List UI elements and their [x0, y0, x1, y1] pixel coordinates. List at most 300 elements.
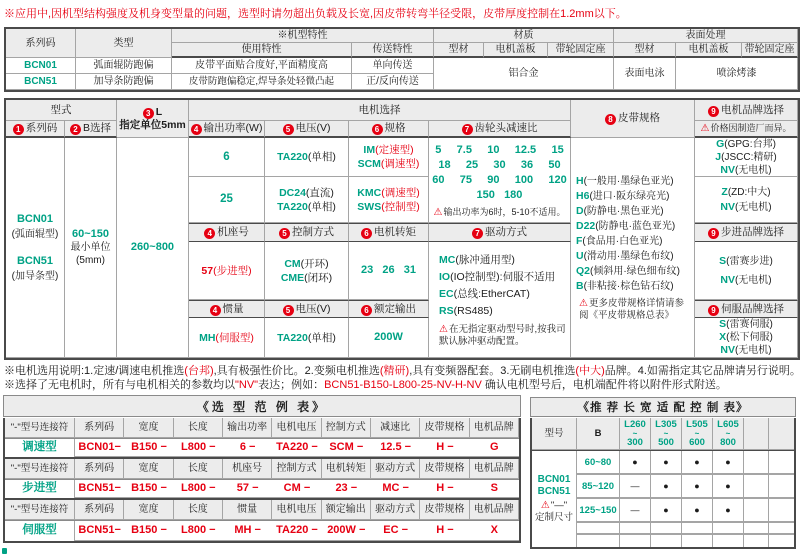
header-motor-select: 电机选择: [189, 100, 571, 121]
example-value-cell: X: [470, 521, 519, 542]
num-5-icon: 5: [283, 124, 294, 135]
example-header-cell: 皮带规格: [420, 500, 469, 520]
recommend-mark-cell: ●: [713, 451, 744, 474]
b-note-2: (5mm): [76, 255, 105, 266]
example-table: [3, 418, 521, 543]
belt-code: D22: [576, 219, 596, 232]
drive-code: IO: [439, 270, 451, 283]
belt-warning: [576, 298, 694, 322]
subheader-control-mode: [265, 223, 349, 242]
gear-ratio-cell: [429, 138, 571, 223]
gear-warning: [431, 207, 569, 218]
example-value-cell: L800 −: [174, 480, 223, 499]
voltage-code: TA220: [277, 151, 308, 163]
spec-header-seat: 带轮固定座: [548, 43, 614, 58]
example-table-title: 《选 型 范 例 表》: [3, 395, 521, 417]
belt-desc: (进口·阪东绿亮光): [589, 190, 670, 202]
brand-warning-text: 价格因制造厂而异。: [710, 123, 792, 133]
length-tilde: ~: [694, 429, 700, 438]
subheader-drive-mode: [429, 223, 571, 242]
spec-use-bcn01: 皮带平面贴合度好,平面精度高: [172, 58, 352, 74]
spec-a-cell: [349, 138, 429, 177]
spec-header-series: 系列码: [6, 29, 76, 58]
brand-code: NV: [720, 200, 735, 213]
belt-option: [576, 219, 680, 234]
brand-group-stepper: [695, 242, 798, 300]
recommend-empty-cell: [682, 535, 713, 547]
example-value-cell: H −: [420, 439, 469, 458]
subheader-inertia: [189, 300, 265, 318]
belt-desc: (非粘接·棕色钻石纹): [583, 280, 674, 292]
belt-code: Q2: [576, 264, 591, 277]
spec-header-seat2: 带轮固定座: [742, 43, 798, 58]
drive-mode-cell: [429, 242, 571, 358]
drive-desc: (脉冲通用型): [455, 253, 515, 266]
recommend-empty-header: [744, 418, 769, 450]
frame-57-desc: (步进型): [213, 264, 252, 277]
brand-desc: (雷赛伺服): [726, 319, 773, 330]
example-header-row: [75, 500, 519, 520]
recommend-empty-cell: [682, 523, 713, 534]
belt-option: [576, 204, 680, 219]
spec-code: IM: [363, 144, 376, 156]
belt-code: H6: [576, 189, 590, 202]
note-segment: ,具有极强性价比。2.变频电机推选: [213, 365, 380, 377]
example-value-cell: CM −: [272, 480, 321, 499]
num-3-icon: 3: [143, 108, 154, 119]
example-header-cell: 输出功率: [223, 418, 272, 438]
drive-desc: (RS485): [453, 304, 493, 317]
voltage-desc: (单相): [307, 200, 336, 213]
example-header-cell: 电机品牌: [470, 418, 519, 438]
length-tilde: ~: [663, 429, 669, 438]
example-value-cell: BCN51−: [75, 521, 124, 542]
drive-warning: [439, 324, 570, 348]
drive-code: EC: [439, 287, 454, 300]
brand-desc: (雷赛步进): [726, 255, 773, 267]
num-8-icon: 8: [605, 114, 616, 125]
subheader-control-label: 控制方式: [292, 226, 334, 238]
example-type-servo: 伺服型: [5, 521, 75, 542]
recommend-length-header: [713, 418, 744, 450]
warning-triangle-icon: ⚠: [700, 123, 710, 134]
drive-option: [439, 286, 555, 303]
voltage-desc: (单相): [307, 331, 336, 344]
recommend-empty-cell: [651, 535, 682, 547]
brand-code: G: [716, 138, 725, 150]
belt-spec-cell: [571, 138, 695, 358]
recommend-mark-cell: ●: [713, 475, 744, 498]
note-segment: (台邦): [184, 365, 214, 377]
example-value-cell: 200W −: [322, 521, 371, 542]
spec-option: [357, 200, 419, 214]
voltage-code: TA220: [277, 331, 308, 344]
brand-option: [720, 200, 771, 215]
brand-option: [720, 164, 771, 177]
drive-items: [439, 252, 555, 320]
header-gear-label: 齿轮头减速比: [474, 122, 538, 134]
gear-line: 60 75 90 100 120: [432, 173, 567, 186]
example-header-cell: 电机电压: [272, 500, 321, 520]
voltage-option: [277, 200, 336, 214]
voltage-code: DC24: [279, 186, 306, 199]
subheader-frame-size: [189, 223, 265, 242]
series-cell: [6, 138, 65, 358]
length-top: L505: [686, 419, 708, 430]
note-segment: ※选择了无电机时，所有与电机相关的参数均以: [4, 379, 235, 391]
belt-items: [576, 174, 680, 294]
num-5-icon: 5: [279, 228, 290, 239]
selection-table: [4, 98, 800, 360]
example-header-cell: 机座号: [223, 459, 272, 479]
example-value-cell: B150 −: [124, 521, 173, 542]
subheader-frame-label: 机座号: [217, 226, 249, 238]
recommend-empty-cell: [769, 451, 794, 474]
num-6-icon: 6: [372, 124, 383, 135]
inertia-code: MH: [199, 331, 216, 344]
connector-label: "-"型号连接符: [5, 418, 75, 438]
brand-option: [720, 344, 771, 357]
spec-header-surface: 表面处理: [614, 29, 798, 43]
recommend-model-cell: [532, 451, 577, 547]
example-value-row: [75, 521, 519, 542]
note-segment: (中大): [575, 365, 605, 377]
b-note-1: 最小单位: [70, 242, 111, 253]
belt-warning-text: 更多皮带规格详情请参阅《平皮带规格总表》: [579, 297, 684, 321]
recommend-mark-cell: ●: [651, 475, 682, 498]
recommend-marks: [620, 475, 744, 498]
belt-desc: (防静电·蓝色亚光): [595, 220, 676, 232]
model-note-mark: "—": [550, 500, 568, 511]
brand-option: [719, 252, 773, 271]
num-6-icon: 6: [361, 305, 372, 316]
belt-code: U: [576, 249, 584, 262]
example-value-cell: MC −: [371, 480, 420, 499]
example-value-cell: 6 −: [223, 439, 272, 458]
recommend-table-title: 《推 荐 长 宽 适 配 控 制 表》: [530, 397, 796, 417]
voltage-option: [279, 186, 334, 200]
belt-desc: (食品用·白色亚光): [582, 235, 663, 247]
example-value-row: [75, 439, 519, 458]
belt-code: B: [576, 279, 584, 292]
belt-option: [576, 189, 680, 204]
inertia-mh-cell: [189, 318, 265, 358]
spec-code: SCM: [357, 158, 381, 170]
recommend-length-header: [651, 418, 682, 450]
model-bcn01: BCN01: [537, 474, 571, 485]
spec-header-type: 类型: [76, 29, 172, 58]
header-spec-label: 规格: [384, 122, 406, 134]
spec-desc: (定速型): [375, 144, 414, 156]
series-desc-2: (加导条型): [11, 270, 59, 282]
frame-57-cell: [189, 242, 265, 300]
control-desc: (开环): [300, 257, 329, 270]
example-header-cell: 惯量: [223, 500, 272, 520]
subheader-voltage2: [265, 300, 349, 318]
b-select-cell: [65, 138, 117, 358]
recommend-length-headers: [620, 418, 744, 450]
subheader-torque-label: 电机转矩: [374, 226, 416, 238]
example-header-cell: 宽度: [124, 418, 173, 438]
drive-desc: (IO控制型):伺服不适用: [450, 270, 556, 283]
subheader-torque: [349, 223, 429, 242]
brand-code: NV: [720, 163, 735, 176]
header-voltage: [265, 121, 349, 138]
header-length: [117, 100, 189, 138]
header-power: [189, 121, 265, 138]
l-range: 260~800: [130, 241, 175, 253]
example-value-cell: BCN01−: [75, 439, 124, 458]
note-segment: BCN51-B150-L800-25-NV-H-NV: [324, 379, 482, 391]
example-value-cell: TA220 −: [272, 439, 321, 458]
inertia-desc: (伺服型): [215, 331, 254, 344]
cutoff-section-marker: [2, 548, 7, 554]
example-value-cell: S: [470, 480, 519, 499]
example-value-cell: SCM −: [322, 439, 371, 458]
subheader-servo-label: 伺服品牌选择: [721, 302, 784, 315]
header-power-label: 输出功率(W): [203, 122, 263, 134]
brand-group-dc: [695, 177, 798, 223]
spec-transfer-bcn01: 单向传送: [352, 58, 434, 74]
power-25-cell: 25: [189, 177, 265, 223]
brand-desc: (GPG:台邦): [724, 138, 776, 150]
recommend-mark-cell: ●: [682, 499, 713, 522]
brand-code: J: [715, 150, 722, 163]
brand-desc: (无电机): [734, 164, 772, 176]
header-model-type: 型式: [6, 100, 117, 121]
recommend-empty-cell: [769, 499, 794, 522]
top-warning-text: ※应用中,因机型结构强度及机身变型量的问题，选型时请勿超出负载及长宽,因皮带转弯半径受限，皮带厚度控制在1.2mm以下。: [4, 8, 627, 20]
drive-option: [439, 269, 555, 286]
series-code-1: BCN01: [16, 212, 54, 225]
spec-header-profile2: 型材: [614, 43, 676, 58]
brand-option: [720, 271, 771, 290]
belt-option: [576, 174, 680, 189]
example-value-cell: 57 −: [223, 480, 272, 499]
l-range-cell: [117, 138, 189, 358]
voltage-code: TA220: [277, 200, 308, 213]
spec-header-feature: ※机型特性: [172, 29, 434, 43]
brand-group-ac: [695, 138, 798, 177]
length-tilde: ~: [725, 429, 731, 438]
example-value-cell: EC −: [371, 521, 420, 542]
model-bcn51: BCN51: [537, 486, 571, 497]
num-2-icon: 2: [70, 124, 81, 135]
brand-code: S: [719, 254, 727, 267]
belt-desc: (一般用·墨绿色亚光): [583, 175, 674, 187]
spec-desc: (控制型): [381, 200, 420, 213]
drive-warning-text: 在无指定驱动型号时,按我司默认脉冲驱动配置。: [439, 323, 566, 347]
recommend-length-header: [620, 418, 651, 450]
num-7-icon: 7: [472, 228, 483, 239]
recommend-header-b: B: [577, 418, 620, 450]
example-header-cell: 长度: [174, 418, 223, 438]
drive-code: RS: [439, 304, 454, 317]
recommend-length-header: [682, 418, 713, 450]
header-series-label: 系列码: [25, 122, 58, 134]
example-header-cell: 控制方式: [272, 459, 321, 479]
brand-code: NV: [720, 344, 735, 356]
recommend-empty-cell: [769, 535, 794, 547]
example-header-cell: 长度: [174, 459, 223, 479]
note-segment: 表达；例如：: [258, 379, 325, 391]
control-option: [284, 257, 328, 271]
model-note-text: 定制尺寸: [534, 512, 573, 523]
example-header-cell: 电机转矩: [322, 459, 371, 479]
subheader-stepper-label: 步进品牌选择: [721, 226, 784, 238]
torque-values: 23 26 31: [360, 264, 417, 276]
recommend-empty-cell: [577, 523, 620, 534]
control-code: CME: [280, 271, 305, 284]
belt-code: H: [576, 174, 584, 187]
spec-table: [4, 27, 800, 92]
subheader-stepper-brand: [695, 223, 798, 242]
brand-option: [715, 151, 776, 164]
example-value-cell: B150 −: [124, 439, 173, 458]
example-header-cell: 额定输出: [322, 500, 371, 520]
voltage-a-cell: [265, 138, 349, 177]
belt-code: D: [576, 204, 584, 217]
warning-triangle-icon: ⚠: [433, 206, 443, 218]
brand-group-servo: [695, 318, 798, 358]
gear-warning-text: 输出功率为6时，5-10不适用。: [443, 206, 566, 217]
length-bottom: 500: [658, 437, 674, 448]
drive-desc: (总线:EtherCAT): [453, 287, 530, 300]
spec-header-cover: 电机盖板: [484, 43, 548, 58]
recommend-b-range: 125~150: [577, 499, 620, 522]
spec-desc: (调速型): [380, 158, 420, 170]
connector-label: "-"型号连接符: [5, 500, 75, 520]
recommend-empty-cell: [744, 499, 769, 522]
belt-desc: (滑动用·墨绿色布纹): [583, 250, 674, 262]
recommend-mark-cell: ●: [620, 451, 651, 474]
example-value-cell: G: [470, 439, 519, 458]
header-length-label: L: [155, 105, 163, 118]
spec-type-bcn51: 加导条防跑偏: [76, 74, 172, 90]
length-top: L605: [717, 419, 739, 430]
spec-header-cover2: 电机盖板: [676, 43, 742, 58]
spec-code: SWS: [357, 200, 382, 213]
recommend-b-range: 85~120: [577, 475, 620, 498]
voltage-b-cell: [265, 177, 349, 223]
recommend-empty-cell: [769, 475, 794, 498]
brand-desc: (JSCC:精研): [721, 151, 777, 163]
belt-option: [576, 279, 680, 294]
recommend-marks: [620, 451, 744, 474]
subheader-inertia-label: 惯量: [222, 302, 244, 315]
example-type-stepper: 步进型: [5, 480, 75, 499]
power-6-cell: 6: [189, 138, 265, 177]
subheader-drive-label: 驱动方式: [485, 226, 527, 238]
spec-desc: (调速型): [381, 186, 420, 199]
gear-line: 5 7.5 10 12.5 15: [435, 143, 564, 156]
series-code-2: BCN51: [16, 254, 54, 267]
example-value-cell: 23 −: [322, 480, 371, 499]
voltage-desc: (单相): [307, 151, 336, 163]
example-header-cell: 宽度: [124, 459, 173, 479]
header-voltage-label: 电压(V): [295, 122, 331, 134]
control-code: CM: [284, 257, 301, 270]
example-header-cell: 皮带规格: [420, 418, 469, 438]
header-series: [6, 121, 65, 138]
spec-use-bcn51: 皮带防跑偏稳定,焊导条处轻微凸起: [172, 74, 352, 90]
spec-series-bcn51: BCN51: [6, 74, 76, 90]
example-header-cell: 皮带规格: [420, 459, 469, 479]
num-1-icon: 1: [13, 124, 24, 135]
spec-option: [357, 186, 419, 200]
belt-desc: (倾斜用·绿色细布纹): [590, 265, 681, 277]
recommend-empty-cell: [744, 523, 769, 534]
recommend-marks: [620, 499, 744, 522]
spec-series-bcn01: BCN01: [6, 58, 76, 74]
drive-option: [439, 303, 555, 320]
belt-option: [576, 249, 680, 264]
voltage-d-cell: [265, 318, 349, 358]
recommend-mark-cell: ●: [682, 475, 713, 498]
length-bottom: 600: [689, 437, 705, 448]
header-spec: [349, 121, 429, 138]
control-mode-cell: [265, 242, 349, 300]
torque-cell: [349, 242, 429, 300]
recommend-empty-header: [769, 418, 794, 450]
num-5-icon: 5: [283, 305, 294, 316]
spec-header-transfer: 传送特性: [352, 43, 434, 58]
num-4-icon: 4: [204, 228, 215, 239]
spec-surface-cover-value: 喷涂烤漆: [676, 58, 798, 90]
recommend-empty-cell: [713, 523, 744, 534]
header-belt-spec: [571, 100, 695, 138]
header-b-label: B选择: [82, 122, 111, 134]
num-9-icon: 9: [708, 228, 719, 239]
brand-code: S: [719, 318, 727, 330]
spec-material-value: 铝合金: [434, 58, 614, 90]
recommend-empty-cell: [651, 523, 682, 534]
example-value-cell: 12.5 −: [371, 439, 420, 458]
example-header-cell: 电机电压: [272, 418, 321, 438]
brand-desc: (无电机): [734, 201, 772, 213]
motor-notes: [4, 364, 802, 392]
length-bottom: 300: [627, 437, 643, 448]
warning-triangle-icon: ⚠: [579, 297, 588, 309]
example-header-row: [75, 418, 519, 438]
recommend-empty-cell: [577, 535, 620, 547]
recommend-empty-cell: [620, 523, 651, 534]
example-value-cell: B150 −: [124, 480, 173, 499]
example-value-cell: MH −: [223, 521, 272, 542]
connector-label: "-"型号连接符: [5, 459, 75, 479]
header-length-sub: 指定单位5mm: [119, 118, 186, 131]
belt-option: [576, 264, 680, 279]
spec-header-use: 使用特性: [172, 43, 352, 58]
gear-line: 18 25 30 36 50: [438, 158, 561, 171]
recommend-empty-cell: [769, 523, 794, 534]
brand-option: [721, 185, 770, 200]
spec-option: [363, 143, 413, 157]
brand-option: [716, 138, 776, 151]
brand-code: NV: [720, 273, 735, 286]
drive-code: MC: [439, 253, 456, 266]
example-header-cell: 系列码: [75, 459, 124, 479]
num-9-icon: 9: [708, 305, 719, 316]
spec-option: [358, 157, 420, 171]
subheader-output-label: 额定输出: [374, 302, 416, 315]
warning-triangle-icon: ⚠: [540, 500, 550, 511]
example-value-cell: H −: [420, 480, 469, 499]
length-tilde: ~: [632, 429, 638, 438]
example-header-cell: 电机品牌: [470, 500, 519, 520]
belt-code: F: [576, 234, 583, 247]
warning-triangle-icon: ⚠: [439, 323, 448, 335]
